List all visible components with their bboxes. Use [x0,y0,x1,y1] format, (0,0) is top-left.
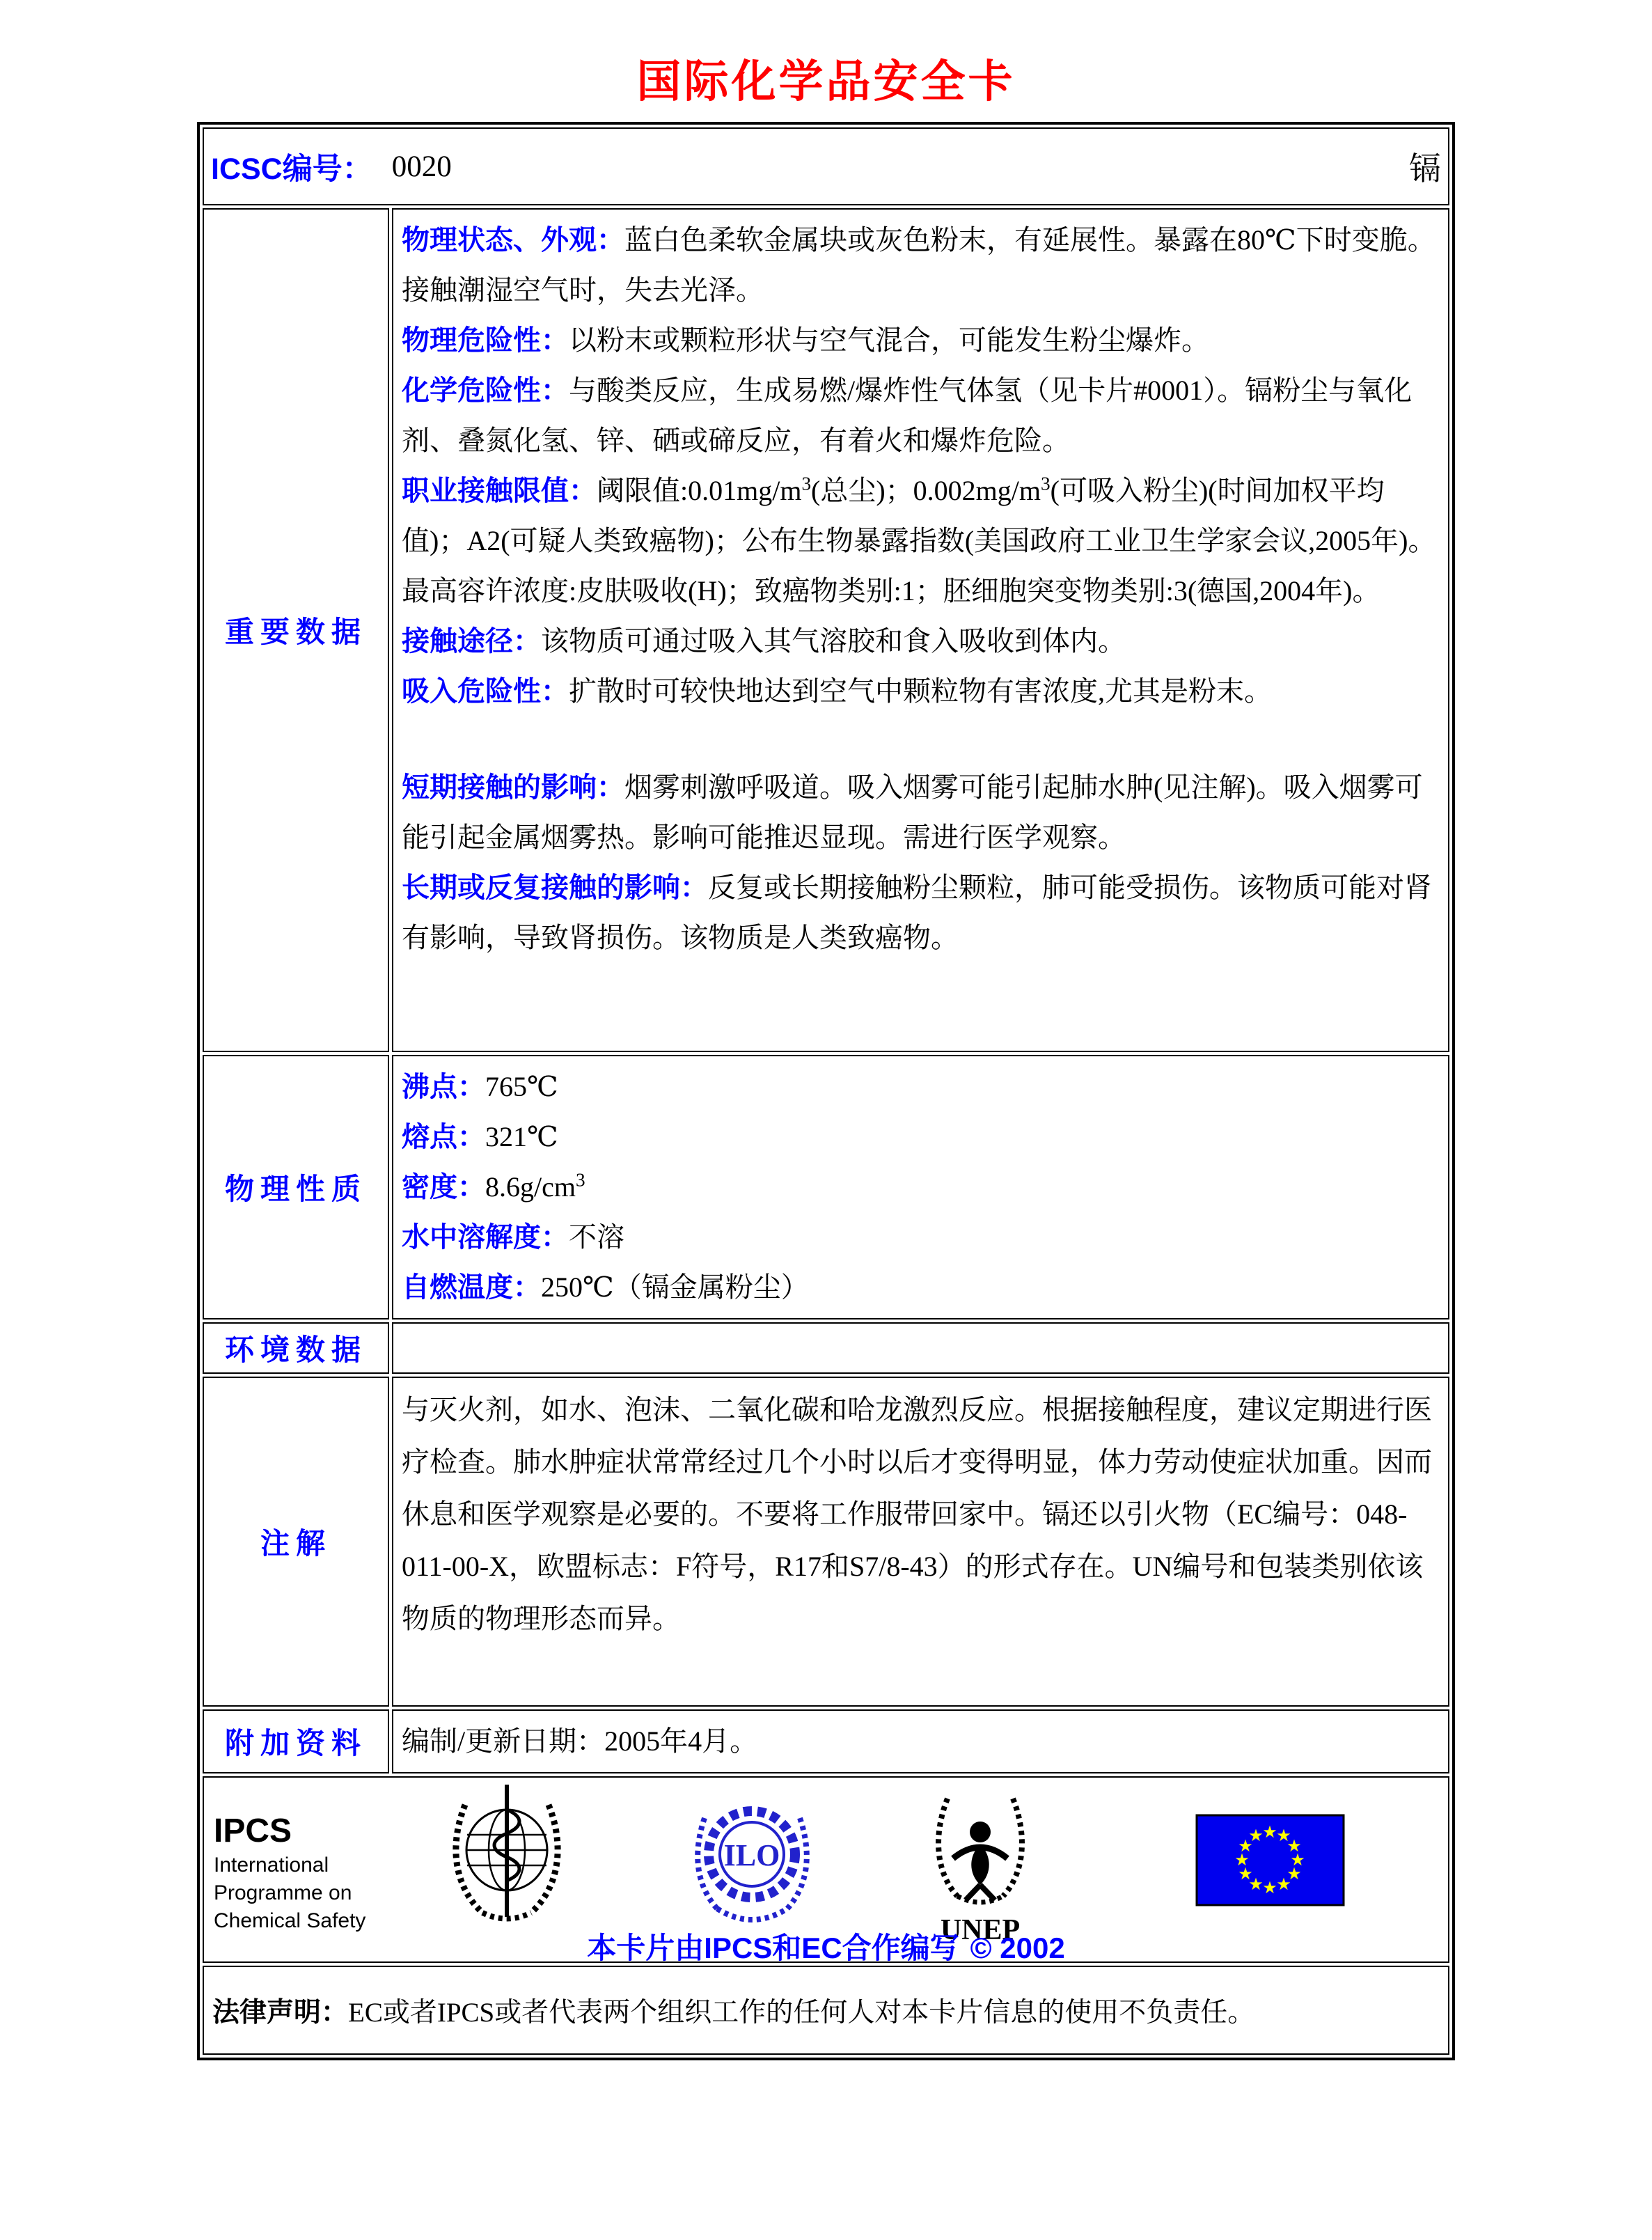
field-value: 8.6g/cm [485,1171,576,1203]
environment-data-content [392,1322,1449,1374]
svg-text:★: ★ [1248,1826,1264,1845]
field-label: 接触途径： [402,626,541,657]
field-text: 反复或长期接触粉尘颗粒，肺可能受损伤。该物质可能对肾有影响，导致肾损伤。该物质是人类致癌物。 [402,872,1432,953]
substance-name: 镉 [1409,151,1441,187]
svg-text:★: ★ [1287,1864,1302,1883]
field-label: 吸入危险性： [402,676,569,707]
svg-text:★: ★ [1238,1836,1253,1856]
water-solubility-line [402,1212,1440,1262]
field-text: 以粉末或颗粒形状与空气混合，可能发生粉尘爆炸。 [569,324,1209,356]
additional-info-content: 编制/更新日期：2005年4月。 [392,1709,1449,1773]
important-data-row [203,208,1449,1052]
additional-info-label: 附加资料 [203,1709,389,1773]
field-label: 熔点： [402,1122,485,1152]
svg-text:★: ★ [1262,1822,1277,1842]
field-label: 职业接触限值： [402,476,597,506]
ipcs-line: Chemical Safety [214,1909,366,1932]
legal-label: 法律声明： [212,1998,349,2028]
long-term-effects-item [402,863,1440,963]
field-label: 化学危险性： [402,375,569,406]
physical-state-item [402,215,1440,315]
ilo-logo-icon [688,1785,817,1939]
field-text: 烟雾刺激呼吸道。吸入烟雾可能引起肺水肿(见注解)。吸入烟雾可能引起金属烟雾热。影响可能推迟显现。需进行医学观察。 [402,772,1423,853]
legal-cell [203,1966,1449,2055]
field-text: 扩散时可较快地达到空气中颗粒物有害浓度,尤其是粉末。 [569,675,1272,707]
field-label: 长期或反复接触的影响： [402,872,708,903]
svg-text:★: ★ [1287,1836,1302,1856]
svg-text:★: ★ [1276,1826,1291,1845]
ipcs-line: Programme on [214,1881,352,1904]
superscript: 3 [801,473,812,494]
field-text: 与酸类反应，生成易燃/爆炸性气体氢（见卡片#0001）。镉粉尘与氧化剂、叠氮化氢、锌、硒或碲反应，有着火和爆炸危险。 [402,375,1413,456]
field-label: 物理状态、外观： [402,225,624,256]
boiling-point-line [402,1062,1440,1112]
physical-properties-label: 物理性质 [203,1055,389,1319]
field-label: 物理危险性： [402,325,569,356]
ipcs-acronym: IPCS [214,1812,292,1849]
icsc-header-row [203,127,1449,205]
physical-properties-content [392,1055,1449,1319]
field-text: (总尘)；0.002mg/m [811,475,1041,506]
melting-point-line [402,1112,1440,1162]
physical-properties-row [203,1055,1449,1319]
svg-text:★: ★ [1262,1878,1277,1897]
icsc-header-cell [203,127,1449,205]
logos-cell [203,1776,1449,1963]
additional-info-row [203,1709,1449,1773]
svg-text:★: ★ [1238,1864,1253,1883]
notes-row [203,1377,1449,1707]
field-text: 阈限值:0.01mg/m [597,475,802,506]
field-text: (可吸入粉尘)(时间加权平均值)；A2(可疑人类致癌物)；公布生物暴露指数(美国政府工业卫生学家会议,2005年)。最高容许浓度:皮肤吸收(H)；致癌物类别:1；胚细胞突变物类别:3(德国,2004年)。 [402,475,1436,606]
paragraph-spacer [402,716,1440,762]
svg-text:★: ★ [1234,1850,1250,1870]
notes-label: 注解 [203,1377,389,1707]
notes-content: 与灭火剂，如水、泡沫、二氧化碳和哈龙激烈反应。根据接触程度，建议定期进行医疗检查。肺水肿症状常常经过几个小时以后才变得明显，体力劳动使症状加重。因而休息和医学观察是必要的。不要将工作服带回家中。镉还以引火物（EC编号：048-011-00-X，欧盟标志：F符号，R17和S7/8-43）的形式存在。UN编号和包装类别依该物质的物理形态而异。 [392,1377,1449,1707]
icsc-number-label: ICSC编号： [211,152,372,186]
svg-text:★: ★ [1248,1874,1264,1894]
environment-data-row [203,1322,1449,1374]
ipcs-block [214,1811,365,1935]
copyright-text: © 2002 [970,1932,1065,1964]
density-line [402,1162,1440,1212]
chemical-danger-item [402,366,1440,466]
icsc-number-value: 0020 [391,150,452,183]
eu-flag-icon [1195,1814,1345,1906]
short-term-effects-item [402,762,1440,863]
svg-text:★: ★ [1290,1850,1305,1870]
logos-row [203,1776,1449,1963]
ipcs-line: International [214,1854,329,1877]
field-value: 321℃ [485,1121,558,1152]
field-text: 蓝白色柔软金属块或灰色粉末，有延展性。暴露在80℃下时变脆。接触潮湿空气时，失去光泽。 [402,224,1435,306]
autoignition-line [402,1262,1440,1313]
inhalation-risk-item [402,666,1440,716]
field-value: 不溶 [569,1221,624,1253]
field-label: 水中溶解度： [402,1222,569,1253]
who-logo-icon [444,1780,569,1930]
physical-danger-item [402,315,1440,366]
caption-text: 本卡片由IPCS和EC合作编写 [587,1932,959,1964]
legal-row [203,1966,1449,2055]
field-label: 密度： [402,1172,485,1203]
field-text: 该物质可通过吸入其气溶胶和食入吸收到体内。 [541,625,1126,657]
field-value: 250℃（镉金属粉尘） [541,1271,809,1303]
ilo-letters: ILO [723,1838,780,1872]
superscript: 3 [575,1169,585,1191]
unep-logo-icon [921,1780,1039,1946]
svg-text:★: ★ [1276,1874,1291,1894]
legal-text: EC或者IPCS或者代表两个组织工作的任何人对本卡片信息的使用不负责任。 [348,1998,1255,2028]
unep-letters: UNEP [940,1914,1021,1946]
field-label: 自燃温度： [402,1272,541,1303]
page-title: 国际化学品安全卡 [636,56,1016,107]
environment-data-label: 环境数据 [203,1322,389,1374]
important-data-content [392,208,1449,1052]
field-label: 沸点： [402,1072,485,1102]
important-data-label: 重要数据 [203,208,389,1052]
superscript: 3 [1041,473,1051,494]
cooperation-caption [204,1925,1448,1967]
field-value: 765℃ [485,1071,558,1102]
safety-card-table [197,122,1455,2060]
exposure-routes-item [402,616,1440,666]
field-label: 短期接触的影响： [402,772,624,803]
occupational-limits-item [402,466,1440,616]
